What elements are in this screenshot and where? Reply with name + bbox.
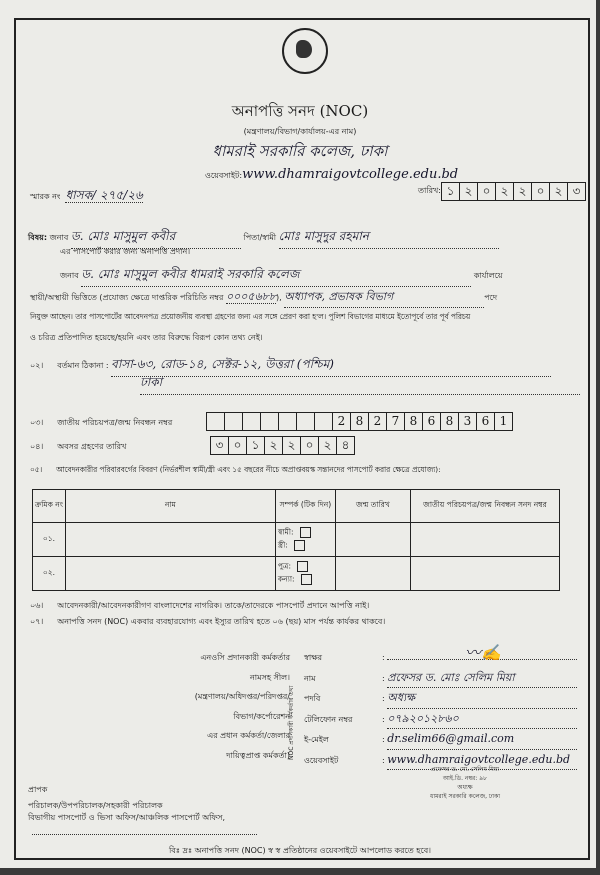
memo-label: স্মারক নং [30,192,61,201]
field-value: অধ্যক্ষ [387,688,577,709]
applicant-name: ড. মোঃ মাসুমুল কবীর [71,228,241,249]
office-suffix: কার্যালয়ে [473,271,503,280]
digit-box [297,413,315,430]
item-number: ০৪। [30,442,44,451]
digit-box [279,413,297,430]
officer-field: টেলিফোন নম্বর : ০৭৯২০১২৮৬০ [304,709,584,730]
column-header: জাতীয় পরিচয়পত্র/জন্ম নিবন্ধন সনদ নম্বর [410,490,559,523]
nid-boxes [206,412,513,431]
id-prefix: স্থায়ী/অস্থায়ী ভিত্তিতে (প্রযোজ্য ক্ষেত্রে দাপ্তরিক পরিচিতি নম্বর [30,293,224,302]
subtitle: (মন্ত্রণালয়/বিভাগ/কার্যালয়-এর নাম) [243,127,357,136]
column-header: নাম [65,490,275,523]
stamp-text: আই.ডি. নম্বর: ৯৮ [442,775,488,782]
digit: ১ [442,183,460,200]
website: www.dhamraigovtcollege.edu.bd [242,167,459,182]
husband-checkbox[interactable] [300,527,311,538]
relation-label: পুত্র: [277,561,292,571]
item-number: ০৬। [30,601,44,610]
designation: অধ্যাপক, প্রভাষক বিভাগ [284,288,484,308]
relation-label: স্বামী: [277,527,294,537]
recipient-blank[interactable] [32,834,257,835]
father-name: মোঃ মাসুদুর রহমান [279,228,499,249]
stamp-text: অধ্যক্ষ [457,784,473,791]
item-number: ০৫। [30,465,43,474]
recipient-label: প্রাপক [28,785,48,794]
digit-box: 6 [423,413,441,430]
field-label: টেলিফোন নম্বর [304,714,353,724]
validity-statement: অনাপত্তি সনদ (NOC) একবার ব্যবহারযোগ্য এবং ইস্যুর তারিখ হতে ০৬ (ছয়) মাস পর্যন্ত কার্যকর থাকবে। [57,617,386,626]
official-stamp [430,765,500,801]
row-number: ০২. [33,557,66,591]
relation-label: স্ত্রী: [277,540,288,549]
subject-line2: এর পাসপোর্ট করার জন্য অনাপত্তি প্রদান। [60,247,191,256]
digit-box: 2 [333,413,351,430]
officer-description [150,648,290,765]
item-number: ০৩। [30,418,44,427]
daughter-checkbox[interactable] [301,574,312,585]
digit-box [225,413,243,430]
memo-number: ধাসক/ ২৭৫/২৬ [65,188,143,202]
text: বিভাগ/কর্পোরেশন [233,711,290,721]
digit-box: ৩ [211,437,229,454]
text: এর প্রধান কর্মকর্তা/জেলার [207,731,290,740]
field-label: স্বাক্ষর [304,653,323,662]
digit: ২ [550,183,568,200]
noc-document: অনাপত্তি সনদ (NOC) (মন্ত্রণালয়/বিভাগ/কার্যালয়-এর নাম) ধামরাই সরকারি কলেজ, ঢাকা ওয়েবসাইট:www.dhamraigovtcollege.edu.bd স্মারক নং ধাসক/ ২৭৫/২৬ তারিখ: ১ ২ ০ ২ ২ ০ ২ ৩ বিষয়: জনাব ড. মোঃ মাসুমুল কবীর পিতা/স্বামী মোঃ মাসুদুর রহমান এর পাসপোর্ট করার জন্য অনাপত্তি প্রদান। জনাব ড. মোঃ মাসুমুল কবীর ধামরাই সরকারি কলেজ কার্যালয়ে স্থায়ী/অস্থায়ী ভিত্তিতে (প্রযোজ্য ক্ষেত্রে দাপ্তরিক পরিচিতি নম্বর ০০০৫৬৮৮), অধ্যাপক, প্রভাষক বিভাগ পদে নিযুক্ত আছেন। তার পাসপোর্টের আবেদনপত্র প্রয়োজনীয় ব্যবস্থা গ্রহণের জন্য এর সঙ্গে প্রেরণ করা হ'ল। পুলিশ বিভাগের মাধ্যমে ইতোপূর্বে তার পূর্ব পরিচয় ও চরিত্র প্রতিপাদিত হয়েছে/হয়নি এবং তার বিরুদ্ধে বিরূপ কোন তথ্য নেই। ০২। বর্তমান ঠিকানা : বাসা-৬৩, রোড-১৪, সেক্টর-১২, উত্তরা (পশ্চিম) ঢাকা ০৩। জাতীয় পরিচয়পত্র/জন্ম নিবন্ধন নম্বর 2 8 2 7 8 6 8 3 6 1 ০৪। অবসর গ্রহণের তারিখ ৩ ০ ১ ২ ২ ০ ২ ৪ ০৫। আবেদনকারীর পরিবারবর্গের বিবরণ (নির্ভরশীল স্বামী/স্ত্রী এবং ১৫ বছরের নীচে অপ্রাপ্তবয়স্ক সন্তানদের পাসপোর্ট করার ক্ষেত্রে প্রযোজ্য): ক্রমিক নং নাম সম্পর্ক (টিক দিন) জন্ম তারিখ জাতীয় পরিচয়পত্র/জন্ম নিবন্ধন সনদ নম্বর ০১. স্বামী: স্ত্রী: ০২. পুত্র: কন্যা: ০৬। আবেদনকারী/আবেদনকারীগণ বাংলাদেশের নাগরিক। তাকে/তাদেরকে পাসপোর্ট প্রদানে আপত্তি নাই। ০৭। অনাপত্তি সনদ (NOC) একবার ব্যবহারযোগ্য এবং ইস্যুর তারিখ হতে ০৬ (ছয়) মাস পর্যন্ত কার্যকর থাকবে। এনওসি প্রদানকারী কর্মকর্তার নামসহ সীল। (মন্ত্রণালয়/অধিদপ্তর/পরিদপ্তর/ বিভাগ/কর্পোরেশন এর প্রধান কর্মকর্তা/জেলার দায়িত্বপ্রাপ্ত কর্মকর্তা) NOC প্রদানকারী কর্মকর্তার তথ্য স্বাক্ষর : নাম : প্রফেসর ড. মোঃ সেলিম মিয়া পদবি : অধ্যক্ষ টেলিফোন নম্বর : ০৭৯২০১২৮৬০ ই-মেইল : dr.selim66@gmail.com ওয়েবসাইট : www.dhamraigovtcollege.edu.bd 〰✍ প্রফেসর ড. মো. সেলিম মিয়া আই.ডি. নম্বর: ৯৮ অধ্যক্ষ ধামরাই সরকারি কলেজ, ঢাকা প্রাপক পরিচালক/উপপরিচালক/সহকারী পরিচালক বিভাগীয় পাসপোর্ট ও ভিসা অফিস/আঞ্চলিক পাসপোর্ট অফিস, বিঃ দ্রঃ অনাপত্তি সনদ (NOC) স্ব স্ব প্রতিষ্ঠানের ওয়েবসাইটে আপলোড করতে হবে। [0,0,596,868]
officer-field: ওয়েবসাইট : www.dhamraigovtcollege.edu.bd [304,750,584,771]
government-seal-icon [282,28,328,74]
nid-cell[interactable] [410,557,559,591]
officer-field: ই-মেইল : dr.selim66@gmail.com [304,729,584,750]
field-value: ০৭৯২০১২৮৬০ [387,709,577,730]
retirement-date-boxes [210,436,355,455]
digit-box: ১ [247,437,265,454]
officer-field: নাম : প্রফেসর ড. মোঃ সেলিম মিয়া [304,668,584,689]
relation-label: কন্যা: [277,574,295,583]
officer-field: স্বাক্ষর : [304,648,584,668]
column-header: সম্পর্ক (টিক দিন) [275,490,335,523]
field-label: নাম [304,673,316,683]
text: (মন্ত্রণালয়/অধিদপ্তর/পরিদপ্তর/ [194,692,290,701]
item-number: ০৭। [30,617,44,626]
recipient-line1: পরিচালক/উপপরিচালক/সহকারী পরিচালক [28,801,163,810]
stamp-text: প্রফেসর ড. মো. সেলিম মিয়া [430,766,500,773]
family-table [32,489,560,591]
field-label: ওয়েবসাইট [304,755,339,765]
date-boxes [441,182,586,201]
digit-box: ৪ [341,438,350,452]
digit-box: ২ [319,437,337,454]
signature: 〰✍ [465,643,501,662]
digit-box: 6 [477,413,495,430]
digit-box: ০ [301,437,319,454]
digit-box [243,413,261,430]
text: দায়িত্বপ্রাপ্ত কর্মকর্তা) [226,750,290,760]
field-label: ই-মেইল [304,735,329,744]
digit: ২ [460,183,478,200]
officer-field: পদবি : অধ্যক্ষ [304,688,584,709]
digit-box: ২ [283,437,301,454]
digit-box: ২ [265,437,283,454]
post-suffix: পদে [484,293,498,302]
office-name: ধামরাই সরকারি কলেজ, ঢাকা [212,142,388,160]
website-label: ওয়েবসাইট: [205,171,243,180]
digit-box: 2 [369,413,387,430]
citizenship-statement: আবেদনকারী/আবেদনকারীগণ বাংলাদেশের নাগরিক। তাকে/তাদেরকে পাসপোর্ট প্রদানে আপত্তি নাই। [57,601,370,610]
son-checkbox[interactable] [297,561,308,572]
field-value: www.dhamraigovtcollege.edu.bd [387,750,577,771]
dob-cell[interactable] [335,557,410,591]
digit: ০ [478,183,496,200]
nid-label: জাতীয় পরিচয়পত্র/জন্ম নিবন্ধন নম্বর [57,418,173,427]
digit-box [261,413,279,430]
field-label: পদবি [304,694,321,703]
address-line1: বাসা-৬৩, রোড-১৪, সেক্টর-১২, উত্তরা (পশ্চিম) [111,356,551,377]
text: এনওসি প্রদানকারী কর্মকর্তার [200,653,290,662]
father-label: পিতা/স্বামী [243,233,277,242]
name-cell[interactable] [65,523,275,557]
page-title: অনাপত্তি সনদ (NOC) [231,102,369,120]
digit-box: 8 [351,413,369,430]
field-value: dr.selim66@gmail.com [387,729,577,750]
address-line2: ঢাকা [140,374,580,395]
digit-box: 3 [459,413,477,430]
digit-box: 1 [499,414,508,428]
digit-box [315,413,333,430]
janab-label: জনাব [49,233,69,242]
family-label: আবেদনকারীর পরিবারবর্গের বিবরণ (নির্ভরশীল স্বামী/স্ত্রী এবং ১৫ বছরের নীচে অপ্রাপ্তবয়স্ক সন্তানদের পাসপোর্ট করার ক্ষেত্রে প্রযোজ্য): [56,465,441,474]
name-cell[interactable] [65,557,275,591]
official-id: ০০০৫৬৮৮ [225,290,276,303]
row-number: ০১. [33,523,66,557]
subject-label: বিষয়: [28,233,48,242]
nid-cell[interactable] [410,523,559,557]
digit-box [207,413,225,430]
column-header: ক্রমিক নং [33,490,66,523]
wife-checkbox[interactable] [294,540,305,551]
digit: ২ [496,183,514,200]
address-label: বর্তমান ঠিকানা [57,361,104,370]
table-row [33,557,560,591]
field-value: প্রফেসর ড. মোঃ সেলিম মিয়া [387,668,577,689]
column-header: জন্ম তারিখ [335,490,410,523]
digit: ২ [514,183,532,200]
recipient-line2: বিভাগীয় পাসপোর্ট ও ভিসা অফিস/আঞ্চলিক পাসপোর্ট অফিস, [28,813,226,822]
table-row [33,523,560,557]
name-office: ড. মোঃ মাসুমুল কবীর ধামরাই সরকারি কলেজ [81,266,471,287]
item-number: ০২। [30,361,44,370]
digit-box: 7 [387,413,405,430]
digit-box: 8 [405,413,423,430]
body-line3: নিযুক্ত আছেন। তার পাসপোর্টের আবেদনপত্র প্রয়োজনীয় ব্যবস্থা গ্রহণের জন্য এর সঙ্গে প্রেরণ করা হ'ল। পুলিশ বিভাগের মাধ্যমে ইতোপূর্বে তার পূর্ব পরিচয় [30,312,471,321]
stamp-text: ধামরাই সরকারি কলেজ, ঢাকা [430,793,500,800]
body-line4: ও চরিত্র প্রতিপাদিত হয়েছে/হয়নি এবং তার বিরুদ্ধে বিরূপ কোন তথ্য নেই। [30,333,263,342]
officer-fields [304,648,584,770]
janab-label: জনাব [60,271,79,280]
digit-box: ০ [229,437,247,454]
date-label: তারিখ: [418,186,441,195]
digit-box: 8 [441,413,459,430]
digit: ৩ [572,184,581,198]
vertical-label: NOC প্রদানকারী কর্মকর্তার তথ্য [288,685,295,760]
retirement-label: অবসর গ্রহণের তারিখ [57,442,127,451]
dob-cell[interactable] [335,523,410,557]
digit: ০ [532,183,550,200]
text: নামসহ সীল। [250,672,290,682]
footer-note: বিঃ দ্রঃ অনাপত্তি সনদ (NOC) স্ব স্ব প্রতিষ্ঠানের ওয়েবসাইটে আপলোড করতে হবে। [168,846,432,855]
